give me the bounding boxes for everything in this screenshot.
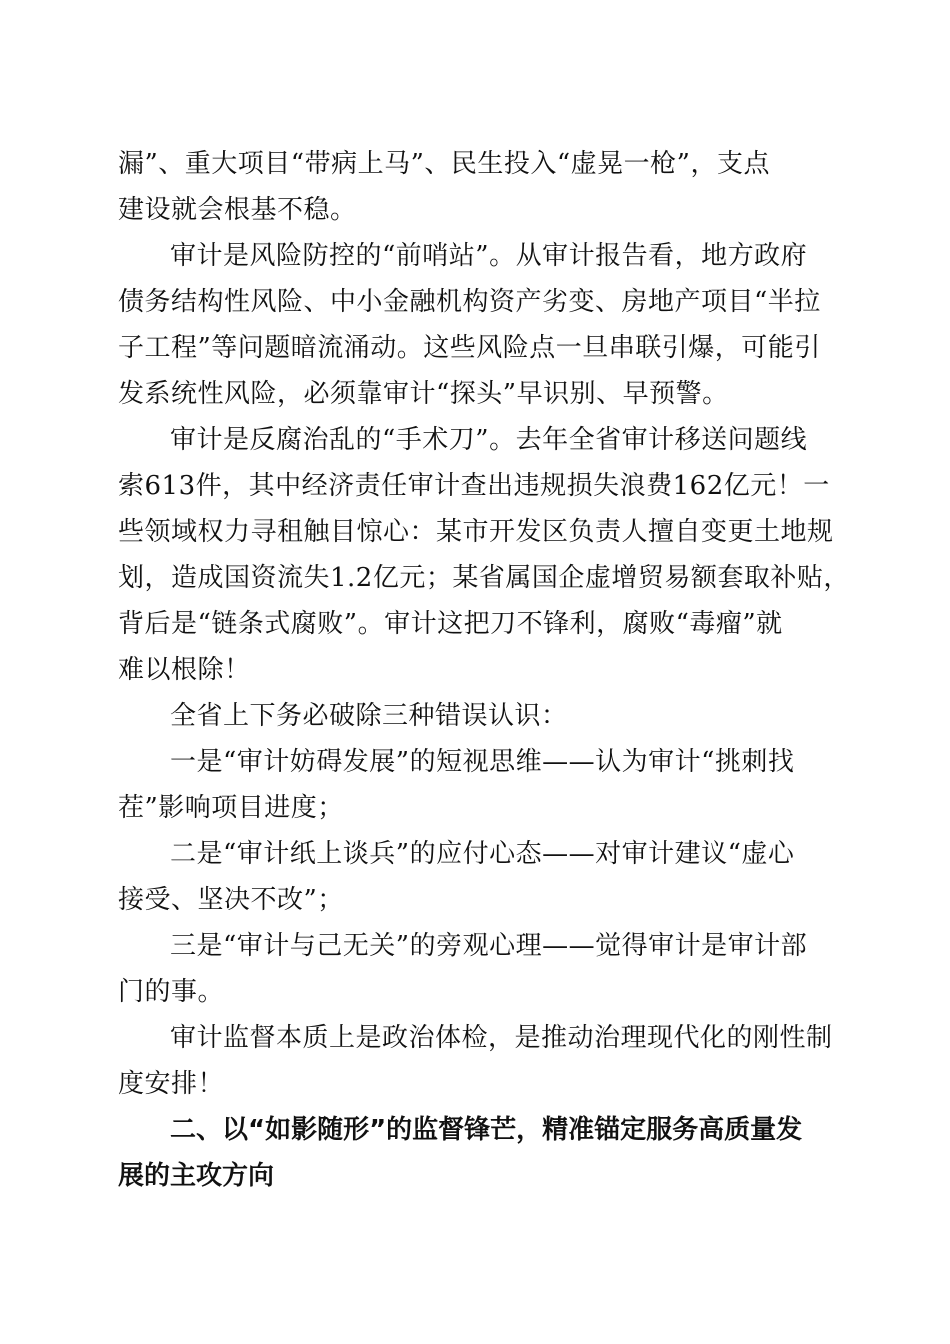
body-text-line: 门的事。 bbox=[118, 977, 225, 1007]
body-text-line: 背后是“链条式腐败”。审计这把刀不锋利，腐败“毒瘤”就 bbox=[118, 609, 783, 639]
body-text-line: 债务结构性风险、中小金融机构资产劣变、房地产项目“半拉 bbox=[118, 287, 821, 317]
body-text-line: 发系统性风险，必须靠审计“探头”早识别、早预警。 bbox=[118, 379, 729, 409]
body-text-line: 建设就会根基不稳。 bbox=[118, 195, 357, 225]
body-text-line: 索613件，其中经济责任审计查出违规损失浪费162亿元！一 bbox=[118, 471, 830, 501]
body-text-line: 划，造成国资流失1.2亿元；某省属国企虚增贸易额套取补贴， bbox=[118, 563, 850, 593]
list-item-line: 三是“审计与己无关”的旁观心理——觉得审计是审计部 bbox=[170, 931, 808, 961]
paragraph-first-line: 审计是风险防控的“前哨站”。从审计报告看，地方政府 bbox=[170, 241, 808, 271]
body-text-line: 度安排！ bbox=[118, 1069, 225, 1099]
section-heading-line: 展的主攻方向 bbox=[118, 1161, 275, 1191]
list-item-line: 一是“审计妨碍发展”的短视思维——认为审计“挑刺找 bbox=[170, 747, 795, 777]
body-text-line: 难以根除！ bbox=[118, 655, 251, 685]
section-heading-line: 二、以“如影随形”的监督锋芒，精准锚定服务高质量发 bbox=[170, 1115, 803, 1145]
body-text-line: 些领域权力寻租触目惊心：某市开发区负责人擅自变更土地规 bbox=[118, 517, 834, 547]
body-text-line: 茬”影响项目进度； bbox=[118, 793, 344, 823]
paragraph-first-line: 全省上下务必破除三种错误认识： bbox=[170, 701, 568, 731]
body-text-line: 漏”、重大项目“带病上马”、民生投入“虚晃一枪”，支点 bbox=[118, 149, 770, 179]
body-text-line: 接受、坚决不改”； bbox=[118, 885, 344, 915]
list-item-line: 二是“审计纸上谈兵”的应付心态——对审计建议“虚心 bbox=[170, 839, 795, 869]
paragraph-first-line: 审计监督本质上是政治体检，是推动治理现代化的刚性制 bbox=[170, 1023, 833, 1053]
body-text-line: 子工程”等问题暗流涌动。这些风险点一旦串联引爆，可能引 bbox=[118, 333, 821, 363]
paragraph-first-line: 审计是反腐治乱的“手术刀”。去年全省审计移送问题线 bbox=[170, 425, 808, 455]
